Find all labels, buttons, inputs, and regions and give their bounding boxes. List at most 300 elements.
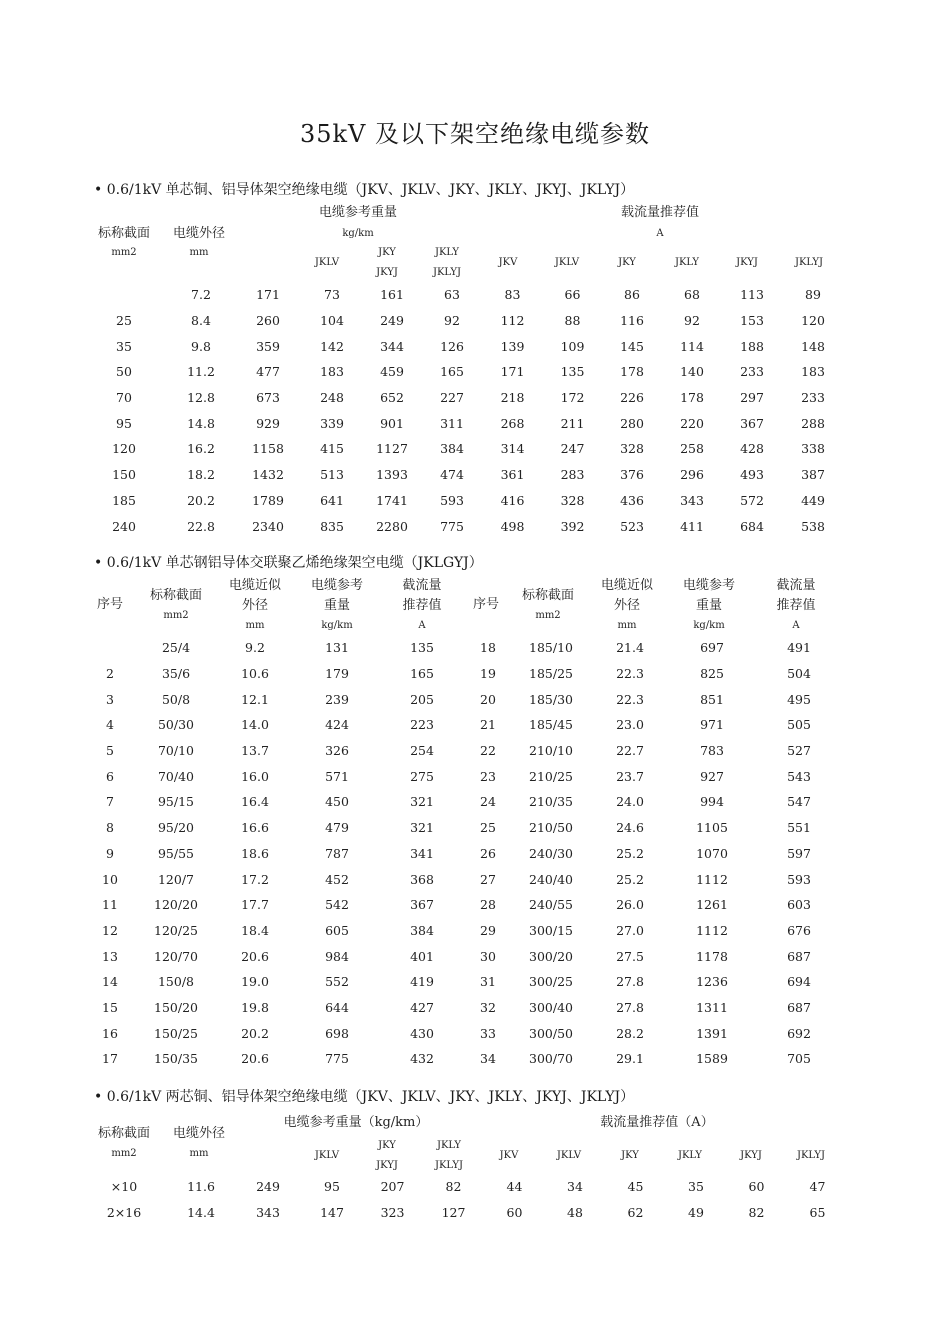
table-cell: 10.6: [241, 666, 269, 682]
table-cell: 70/10: [157, 743, 195, 759]
table-row: [80, 282, 844, 308]
table-cell: 95: [116, 415, 132, 431]
table-row: [80, 385, 844, 411]
s1-cur-jky: JKY: [618, 257, 636, 268]
s3-weight-group-header: 电缆参考重量（kg/km）: [283, 1115, 429, 1130]
table-cell: 82: [748, 1205, 765, 1221]
table-cell: 424: [325, 717, 349, 733]
table-cell: 33: [480, 1025, 496, 1041]
table-cell: 114: [680, 338, 704, 354]
table-cell: 1391: [696, 1025, 728, 1041]
table-row: [80, 841, 840, 867]
table-cell: 185/45: [529, 717, 573, 733]
table-cell: 27.8: [616, 974, 644, 990]
table-cell: 280: [620, 415, 644, 431]
s1-col-od-unit: mm: [189, 247, 209, 258]
table-row: [80, 866, 840, 892]
table-cell: 24: [480, 794, 496, 810]
table-cell: 178: [680, 390, 704, 406]
s2-wt-header-b-left: 重量: [323, 598, 351, 613]
table-cell: 31: [480, 974, 496, 990]
table-cell: 419: [410, 974, 434, 990]
table-cell: 368: [410, 871, 434, 887]
s1-col-jklv: JKLV: [314, 257, 340, 268]
table-cell: 188: [740, 338, 764, 354]
table-cell: 24.0: [616, 794, 644, 810]
table-cell: 29: [480, 922, 496, 938]
table-cell: 25: [116, 313, 132, 329]
s2-od-header-b-left: 外径: [241, 598, 269, 613]
table-cell: 20.6: [241, 948, 269, 964]
table-cell: 95/55: [157, 845, 195, 861]
table-cell: 240: [112, 518, 136, 534]
table-cell: 1112: [696, 922, 728, 938]
table-cell: 1178: [696, 948, 728, 964]
table-cell: 50/30: [157, 717, 195, 733]
table-cell: 45: [627, 1179, 644, 1195]
table-cell: 17: [102, 1051, 118, 1067]
s2-section-header-right: 标称截面: [521, 588, 575, 603]
table-cell: 23: [480, 768, 496, 784]
table-cell: 139: [500, 338, 525, 354]
table-cell: 207: [380, 1179, 405, 1195]
s1-weight-unit: kg/km: [342, 228, 374, 239]
table-cell: 226: [620, 390, 644, 406]
page-title: 35kV 及以下架空绝缘电缆参数: [299, 120, 651, 148]
table-cell: 547: [787, 794, 811, 810]
table-cell: 300/70: [529, 1051, 573, 1067]
table-cell: 450: [325, 794, 349, 810]
table-row: [80, 513, 844, 539]
table-cell: 835: [320, 518, 344, 534]
table-cell: 183: [801, 364, 825, 380]
table-cell: 150/25: [154, 1025, 198, 1041]
table-cell: 73: [324, 287, 340, 303]
table-cell: 20.2: [187, 492, 215, 508]
table-row: [80, 918, 840, 944]
table-cell: 25: [480, 820, 496, 836]
table-cell: 552: [325, 974, 349, 990]
table-cell: 210/25: [529, 768, 573, 784]
table-cell: 161: [380, 287, 404, 303]
table-cell: 210/50: [529, 820, 573, 836]
table-cell: 27: [480, 871, 496, 887]
table-cell: 361: [500, 467, 525, 483]
table-cell: 23.7: [616, 768, 644, 784]
table-cell: 498: [500, 518, 525, 534]
s2-cur-header-a-right: 截流量: [776, 578, 816, 593]
table-cell: 29.1: [616, 1051, 644, 1067]
table-cell: 1261: [696, 897, 728, 913]
s1-cur-jkyj: JKYJ: [736, 257, 758, 268]
s2-seq-header-left: 序号: [96, 597, 124, 612]
table-cell: 474: [440, 467, 464, 483]
table-row: [80, 815, 840, 841]
table-cell: 415: [320, 441, 344, 457]
table-cell: 994: [700, 794, 724, 810]
table-cell: 16.4: [241, 794, 269, 810]
table-cell: 16: [102, 1025, 118, 1041]
table-cell: 89: [805, 287, 821, 303]
s1-col-od-header: 电缆外径: [172, 226, 226, 241]
table-cell: 984: [325, 948, 349, 964]
table-row: [80, 436, 844, 462]
table-cell: 300/50: [529, 1025, 573, 1041]
table-cell: 240/40: [529, 871, 573, 887]
table-cell: 2: [106, 666, 114, 682]
table-cell: [80, 635, 140, 661]
table-cell: 92: [684, 313, 700, 329]
table-cell: 47: [809, 1179, 826, 1195]
s2-wt-unit-left: kg/km: [321, 620, 353, 631]
table-cell: 150/8: [157, 974, 195, 990]
table-row: [80, 892, 840, 918]
table-cell: 28.2: [616, 1025, 644, 1041]
s2-od-unit-right: mm: [617, 620, 637, 631]
table-cell: 83: [504, 287, 521, 303]
table-cell: 260: [256, 313, 280, 329]
table-cell: 268: [500, 415, 525, 431]
table-cell: 7: [106, 794, 114, 810]
table-cell: 927: [700, 768, 724, 784]
s3-cur-jky: JKY: [621, 1150, 639, 1161]
s2-seq-header-right: 序号: [472, 597, 500, 612]
table-cell: 131: [325, 640, 349, 656]
table-cell: 692: [787, 1025, 811, 1041]
table-cell: 92: [444, 313, 460, 329]
table-cell: 185/30: [529, 691, 573, 707]
table-cell: 2280: [376, 518, 408, 534]
table-cell: 95/20: [157, 820, 195, 836]
table-row: [80, 661, 840, 687]
table-cell: 21.4: [616, 640, 644, 656]
table-cell: 523: [620, 518, 644, 534]
table-cell: 165: [440, 364, 464, 380]
table-cell: 19.8: [241, 999, 269, 1015]
table-cell: 179: [325, 666, 349, 682]
table-cell: 571: [325, 768, 349, 784]
s1-cur-jklv: JKLV: [554, 257, 580, 268]
table-cell: 142: [320, 338, 344, 354]
table-cell: 392: [560, 518, 585, 534]
table-cell: 135: [410, 640, 434, 656]
table-cell: 698: [325, 1025, 349, 1041]
table-cell: 86: [624, 287, 640, 303]
table-cell: 436: [620, 492, 644, 508]
table-cell: 572: [740, 492, 764, 508]
table-cell: 493: [740, 467, 764, 483]
table-cell: 300/20: [529, 948, 573, 964]
table-cell: 4: [106, 717, 114, 733]
table-cell: 240/30: [529, 845, 573, 861]
table-cell: 783: [700, 743, 724, 759]
s1-col-section-header: 标称截面: [97, 226, 151, 241]
table-cell: 376: [620, 467, 644, 483]
table-cell: 300/25: [529, 974, 573, 990]
s1-cur-jklyj: JKLYJ: [794, 257, 824, 268]
table-cell: 171: [256, 287, 280, 303]
table-cell: 644: [325, 999, 349, 1015]
table-cell: 211: [560, 415, 585, 431]
s3-col-section-unit: mm2: [111, 1148, 137, 1159]
table-cell: 543: [787, 768, 811, 784]
table-cell: 22.8: [187, 518, 215, 534]
table-cell: 283: [560, 467, 585, 483]
table-cell: 12: [102, 922, 118, 938]
table-cell: 971: [700, 717, 724, 733]
table-cell: 12.1: [241, 691, 269, 707]
s1-cur-jkv: JKV: [498, 257, 518, 268]
table-cell: 210/10: [529, 743, 573, 759]
s2-wt-header-a-left: 电缆参考: [310, 578, 364, 593]
table-row: [80, 1020, 840, 1046]
table-cell: 150/20: [154, 999, 198, 1015]
s2-data-table: [80, 635, 840, 1072]
table-row: [80, 969, 840, 995]
table-cell: 104: [320, 313, 344, 329]
table-cell: 19: [480, 666, 496, 682]
table-cell: 300/15: [529, 922, 573, 938]
table-row: [80, 1200, 848, 1226]
table-cell: 120/70: [154, 948, 198, 964]
table-cell: 2×16: [106, 1205, 142, 1221]
table-cell: 3: [106, 691, 114, 707]
table-cell: 205: [410, 691, 434, 707]
table-cell: 13: [102, 948, 118, 964]
table-cell: 18.6: [241, 845, 269, 861]
table-cell: 314: [500, 441, 525, 457]
table-cell: 22.7: [616, 743, 644, 759]
table-cell: 384: [410, 922, 434, 938]
table-cell: 95: [324, 1179, 340, 1195]
s3-cur-jkv: JKV: [499, 1150, 519, 1161]
table-cell: 26.0: [616, 897, 644, 913]
table-cell: ×10: [110, 1179, 138, 1195]
s3-data-table: [80, 1174, 848, 1225]
table-cell: 344: [380, 338, 404, 354]
section2-heading: • 0.6/1kV 单芯钢铝导体交联聚乙烯绝缘架空电缆（JKLGYJ）: [94, 555, 483, 571]
table-cell: 171: [500, 364, 525, 380]
table-cell: 477: [256, 364, 280, 380]
table-cell: 60: [506, 1205, 523, 1221]
table-row: [80, 635, 840, 661]
table-cell: 326: [325, 743, 349, 759]
table-cell: 112: [500, 313, 525, 329]
table-cell: 27.8: [616, 999, 644, 1015]
s3-col-jkyj: JKYJ: [376, 1160, 398, 1171]
table-cell: 14.0: [241, 717, 269, 733]
table-cell: 116: [620, 313, 644, 329]
table-cell: 16.2: [187, 441, 215, 457]
table-cell: 551: [787, 820, 811, 836]
table-cell: 25.2: [616, 845, 644, 861]
table-cell: 538: [801, 518, 825, 534]
table-cell: 60: [748, 1179, 765, 1195]
table-cell: 311: [440, 415, 464, 431]
table-row: [80, 712, 840, 738]
table-cell: 296: [680, 467, 704, 483]
table-cell: 343: [256, 1205, 280, 1221]
table-cell: 504: [787, 666, 811, 682]
table-cell: 359: [256, 338, 280, 354]
s2-wt-header-a-right: 电缆参考: [682, 578, 736, 593]
table-cell: 120: [112, 441, 136, 457]
table-cell: 17.7: [241, 897, 269, 913]
s3-cur-jkly: JKLY: [677, 1150, 703, 1161]
table-cell: 185: [112, 492, 136, 508]
table-cell: 88: [564, 313, 581, 329]
table-cell: 178: [620, 364, 644, 380]
table-cell: 11.2: [187, 364, 215, 380]
table-cell: 70: [116, 390, 132, 406]
table-cell: 113: [740, 287, 764, 303]
table-cell: 135: [560, 364, 585, 380]
table-cell: 22: [480, 743, 496, 759]
table-cell: 1789: [252, 492, 284, 508]
table-cell: 25/4: [161, 640, 191, 656]
table-cell: 27.0: [616, 922, 644, 938]
s3-col-od-unit: mm: [189, 1148, 209, 1159]
s3-col-od-header: 电缆外径: [172, 1126, 226, 1141]
s1-col-section-unit: mm2: [111, 247, 137, 258]
table-cell: 459: [380, 364, 404, 380]
s1-current-group-header: 载流量推荐值: [620, 205, 700, 220]
table-cell: 258: [680, 441, 704, 457]
table-cell: 338: [801, 441, 825, 457]
table-cell: 126: [440, 338, 464, 354]
table-cell: 432: [410, 1051, 434, 1067]
table-cell: 145: [620, 338, 644, 354]
table-cell: 495: [787, 691, 811, 707]
table-cell: 652: [380, 390, 404, 406]
table-cell: 367: [410, 897, 434, 913]
table-cell: 9.2: [245, 640, 265, 656]
table-cell: 153: [740, 313, 764, 329]
s2-cur-header-b-left: 推荐值: [402, 598, 442, 613]
table-cell: 22.3: [616, 691, 644, 707]
table-cell: 1158: [252, 441, 284, 457]
table-cell: 341: [410, 845, 434, 861]
table-cell: 384: [440, 441, 464, 457]
table-cell: 513: [320, 467, 344, 483]
table-cell: 275: [410, 768, 434, 784]
table-cell: 32: [480, 999, 496, 1015]
table-cell: 367: [740, 415, 764, 431]
table-cell: 35: [116, 338, 132, 354]
s1-col-jkly: JKLY: [434, 247, 460, 258]
s1-col-jklyj: JKLYJ: [432, 267, 462, 278]
table-cell: 1311: [696, 999, 728, 1015]
table-row: [80, 1046, 840, 1072]
table-cell: 20.2: [241, 1025, 269, 1041]
s2-wt-header-b-right: 重量: [695, 598, 723, 613]
s3-current-group-header: 载流量推荐值（A）: [600, 1115, 714, 1130]
table-cell: 1112: [696, 871, 728, 887]
table-cell: 1105: [696, 820, 728, 836]
table-cell: 65: [809, 1205, 826, 1221]
table-row: [80, 943, 840, 969]
table-row: [80, 333, 844, 359]
table-cell: 20.6: [241, 1051, 269, 1067]
table-cell: 48: [567, 1205, 583, 1221]
s3-col-jkly: JKLY: [436, 1140, 462, 1151]
s3-col-section-header: 标称截面: [97, 1126, 151, 1141]
section1-heading: • 0.6/1kV 单芯铜、铝导体架空绝缘电缆（JKV、JKLV、JKY、JKLY、JKYJ、JKLYJ）: [94, 182, 635, 198]
table-cell: 2340: [252, 518, 284, 534]
s3-cur-jklv: JKLV: [556, 1150, 582, 1161]
s2-section-unit-right: mm2: [535, 610, 561, 621]
table-cell: 851: [700, 691, 724, 707]
table-cell: 66: [564, 287, 581, 303]
s2-od-header-a-right: 电缆近似: [600, 578, 654, 593]
s1-col-jkyj: JKYJ: [376, 267, 398, 278]
table-cell: 13.7: [241, 743, 269, 759]
table-cell: 24.6: [616, 820, 644, 836]
table-row: [80, 462, 844, 488]
table-cell: 17.2: [241, 871, 269, 887]
table-cell: 68: [684, 287, 700, 303]
table-cell: 44: [506, 1179, 523, 1195]
table-cell: 321: [410, 794, 434, 810]
table-cell: 1589: [696, 1051, 728, 1067]
table-cell: 240/55: [529, 897, 573, 913]
table-cell: 16.0: [241, 768, 269, 784]
table-cell: 775: [440, 518, 464, 534]
s2-cur-header-b-right: 推荐值: [776, 598, 816, 613]
table-cell: 23.0: [616, 717, 644, 733]
table-cell: 1432: [252, 467, 284, 483]
table-cell: 775: [325, 1051, 349, 1067]
table-cell: 684: [740, 518, 764, 534]
table-cell: 165: [410, 666, 434, 682]
table-cell: 233: [801, 390, 825, 406]
table-cell: 1070: [696, 845, 728, 861]
table-cell: 8: [106, 820, 114, 836]
table-cell: 328: [560, 492, 585, 508]
table-cell: 62: [627, 1205, 644, 1221]
table-cell: 185/25: [529, 666, 573, 682]
s1-weight-group-header: 电缆参考重量: [318, 205, 398, 220]
table-cell: 239: [325, 691, 349, 707]
s3-col-jky: JKY: [378, 1140, 396, 1151]
table-cell: 328: [620, 441, 644, 457]
table-cell: 605: [325, 922, 349, 938]
table-cell: 787: [325, 845, 349, 861]
table-cell: 20: [480, 691, 496, 707]
table-row: [80, 686, 840, 712]
section3-heading: • 0.6/1kV 两芯铜、铝导体架空绝缘电缆（JKV、JKLV、JKY、JKLY、JKYJ、JKLYJ）: [94, 1089, 635, 1105]
s1-data-table: [80, 282, 844, 539]
table-cell: 9.8: [191, 338, 211, 354]
table-cell: 30: [480, 948, 496, 964]
s2-section-unit-left: mm2: [163, 610, 189, 621]
table-cell: 120/20: [154, 897, 198, 913]
table-cell: 109: [560, 338, 585, 354]
table-cell: 5: [106, 743, 114, 759]
s3-cur-jklyj: JKLYJ: [796, 1150, 826, 1161]
s1-cur-jkly: JKLY: [674, 257, 700, 268]
s3-col-jklv: JKLV: [314, 1150, 340, 1161]
table-cell: 249: [256, 1179, 280, 1195]
table-cell: 401: [410, 948, 434, 964]
table-cell: 248: [320, 390, 344, 406]
table-cell: 452: [325, 871, 349, 887]
table-cell: 21: [480, 717, 496, 733]
table-row: [80, 789, 840, 815]
table-cell: 825: [700, 666, 724, 682]
table-cell: 641: [320, 492, 344, 508]
table-row: [80, 1174, 848, 1200]
